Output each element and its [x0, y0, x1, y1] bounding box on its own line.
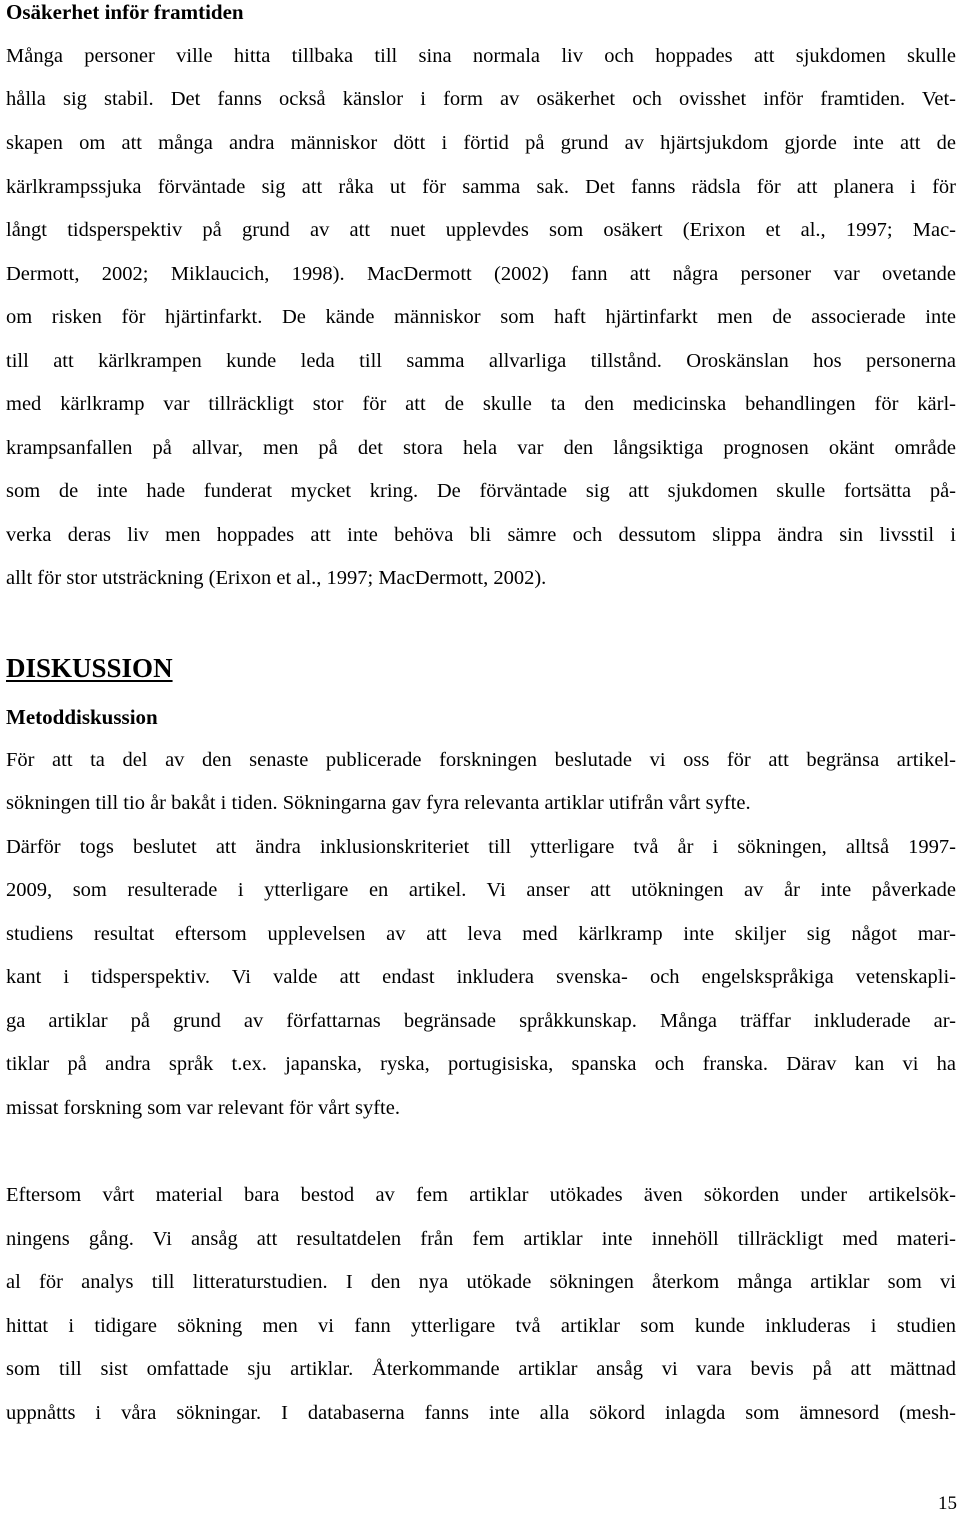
text-line: allt för stor utsträckning (Erixon et al., 1997; MacDermott, 2002). — [6, 567, 547, 589]
text-line: ga artiklar på grund av författarnas begränsade språkkunskap. Många träffar inkluderade ar- — [6, 1010, 956, 1032]
text-line: studiens resultat eftersom upplevelsen av att leva med kärlkramp inte skiljer sig något mar- — [6, 923, 956, 945]
text-line: långt tidsperspektiv på grund av att nuet upplevdes som osäkert (Erixon et al., 1997; Mac- — [6, 219, 956, 241]
text-line: 2009, som resulterade i ytterligare en artikel. Vi anser att utökningen av år inte påverkade — [6, 879, 956, 901]
text-line: som de inte hade funderat mycket kring. De förväntade sig att sjukdomen skulle fortsätta på- — [6, 480, 956, 502]
text-line: verka deras liv men hoppades att inte behöva bli sämre och dessutom slippa ändra sin livsstil i — [6, 524, 956, 546]
text-line: För att ta del av den senaste publicerade forskningen beslutade vi oss för att begränsa artikel- — [6, 749, 956, 771]
text-line: uppnåtts i våra sökningar. I databaserna fanns inte alla sökord inlagda som ämnesord (mesh- — [6, 1402, 956, 1424]
text-line: med kärlkramp var tillräckligt stor för att de skulle ta den medicinska behandlingen för kärl- — [6, 393, 956, 415]
text-line: Därför togs beslutet att ändra inklusionskriteriet till ytterligare två år i sökningen, alltså 1997- — [6, 836, 956, 858]
text-line: Eftersom vårt material bara bestod av fem artiklar utökades även sökorden under artikelsök- — [6, 1184, 956, 1206]
text-line: kärlkrampssjuka förväntade sig att råka ut för samma sak. Det fanns rädsla för att planera i för — [6, 176, 956, 198]
text-line: skapen om att många andra människor dött i förtid på grund av hjärtsjukdom gjorde inte att de — [6, 132, 956, 154]
text-line: till att kärlkrampen kunde leda till samma allvarliga tillstånd. Oroskänslan hos personerna — [6, 350, 956, 372]
text-line: kant i tidsperspektiv. Vi valde att endast inkludera svenska- och engelskspråkiga vetenskapli- — [6, 966, 956, 988]
page-number: 15 — [938, 1493, 957, 1514]
text-line: tiklar på andra språk t.ex. japanska, ryska, portugisiska, spanska och franska. Därav kan vi ha — [6, 1053, 956, 1075]
text-line: krampsanfallen på allvar, men på det stora hela var den långsiktiga prognosen okänt område — [6, 437, 956, 459]
section-heading-uncertainty: Osäkerhet inför framtiden — [6, 0, 244, 24]
text-line: hittat i tidigare sökning men vi fann ytterligare två artiklar som kunde inkluderas i studien — [6, 1315, 956, 1337]
section-heading-method-discussion: Metoddiskussion — [6, 705, 158, 729]
text-line: ningens gång. Vi ansåg att resultatdelen från fem artiklar inte innehöll tillräckligt med materi- — [6, 1228, 956, 1250]
text-line: om risken för hjärtinfarkt. De kände människor som haft hjärtinfarkt men de associerade inte — [6, 306, 956, 328]
chapter-heading-discussion: DISKUSSION — [6, 653, 173, 683]
text-line: al för analys till litteraturstudien. I den nya utökade sökningen återkom många artiklar som vi — [6, 1271, 956, 1293]
text-line: missat forskning som var relevant för vårt syfte. — [6, 1097, 400, 1119]
text-line: Dermott, 2002; Miklaucich, 1998). MacDermott (2002) fann att några personer var ovetande — [6, 263, 956, 285]
text-line: som till sist omfattade sju artiklar. Återkommande artiklar ansåg vi vara bevis på att mättnad — [6, 1358, 956, 1380]
text-line: hålla sig stabil. Det fanns också känslor i form av osäkerhet och ovisshet inför framtiden. Vet- — [6, 88, 956, 110]
text-line: Många personer ville hitta tillbaka till sina normala liv och hoppades att sjukdomen skulle — [6, 45, 956, 67]
text-line: sökningen till tio år bakåt i tiden. Sökningarna gav fyra relevanta artiklar utifrån vårt syfte. — [6, 792, 751, 814]
